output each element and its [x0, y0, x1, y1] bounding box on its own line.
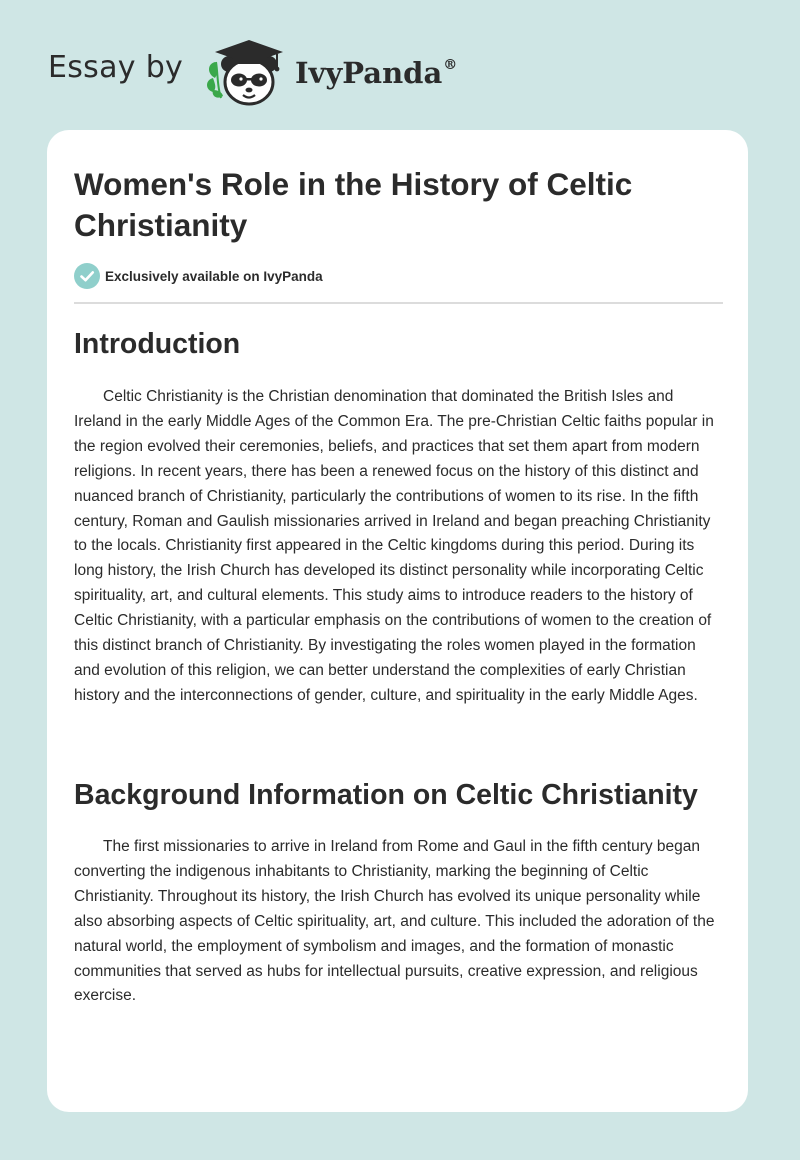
panda-logo-icon[interactable]	[203, 34, 289, 110]
section-heading-introduction: Introduction	[74, 328, 241, 360]
site-header	[48, 34, 748, 110]
section-paragraph-background: The first missionaries to arrive in Ireland from Rome and Gaul in the fifth century began converting the indigenous inhabitants to Christianity, marking the beginning of Celtic Christianity. Throughout its history, the Irish Church has evolved its unique personality while also absorbing aspects of Celtic spirituality, art, and culture. This included the adoration of the natural world, the employment of symbolism and images, and the formation of monastic communities that served as hubs for intellectual pursuits, creative expression, and religious exercise.	[74, 838, 715, 1005]
badge-label: Exclusively available on IvyPanda	[105, 268, 323, 284]
section-heading-background: Background Information on Celtic Christianity	[74, 779, 698, 811]
section-paragraph-introduction: Celtic Christianity is the Christian denomination that dominated the British Isles and Ireland in the early Middle Ages of the Common Era. The pre-Christian Celtic faiths popular in the region evolved their ceremonies, beliefs, and practices that set them apart from modern religions. In recent years, there has been a renewed focus on the history of this distinct and nuanced branch of Christianity, particularly the contributions of women to its rise. In the fifth century, Roman and Gaulish missionaries arrived in Ireland and began preaching Christianity to the locals. Christianity first appeared in the Celtic kingdoms during this period. During its long history, the Irish Church has developed its distinct personality while incorporating Celtic spirituality, art, and cultural elements. This study aims to introduce readers to the history of Celtic Christianity, with a particular emphasis on the contributions of women to the creation of this distinct branch of Christianity. By investigating the roles women played in the formation and evolution of this religion, we can better understand the complexities of early Christian history and the interconnections of gender, culture, and spirituality in the early Middle Ages.	[74, 388, 714, 704]
essay-card	[47, 130, 748, 1112]
check-circle-icon	[74, 263, 100, 289]
title-divider	[74, 302, 723, 304]
brand-name[interactable]	[295, 56, 457, 90]
registered-mark: ®	[443, 57, 458, 73]
brand-text: IvyPanda	[295, 56, 443, 90]
essay-by-label: Essay by	[48, 50, 184, 85]
essay-title: Women's Role in the History of Celtic Christianity	[74, 166, 633, 243]
exclusive-badge	[74, 263, 323, 289]
